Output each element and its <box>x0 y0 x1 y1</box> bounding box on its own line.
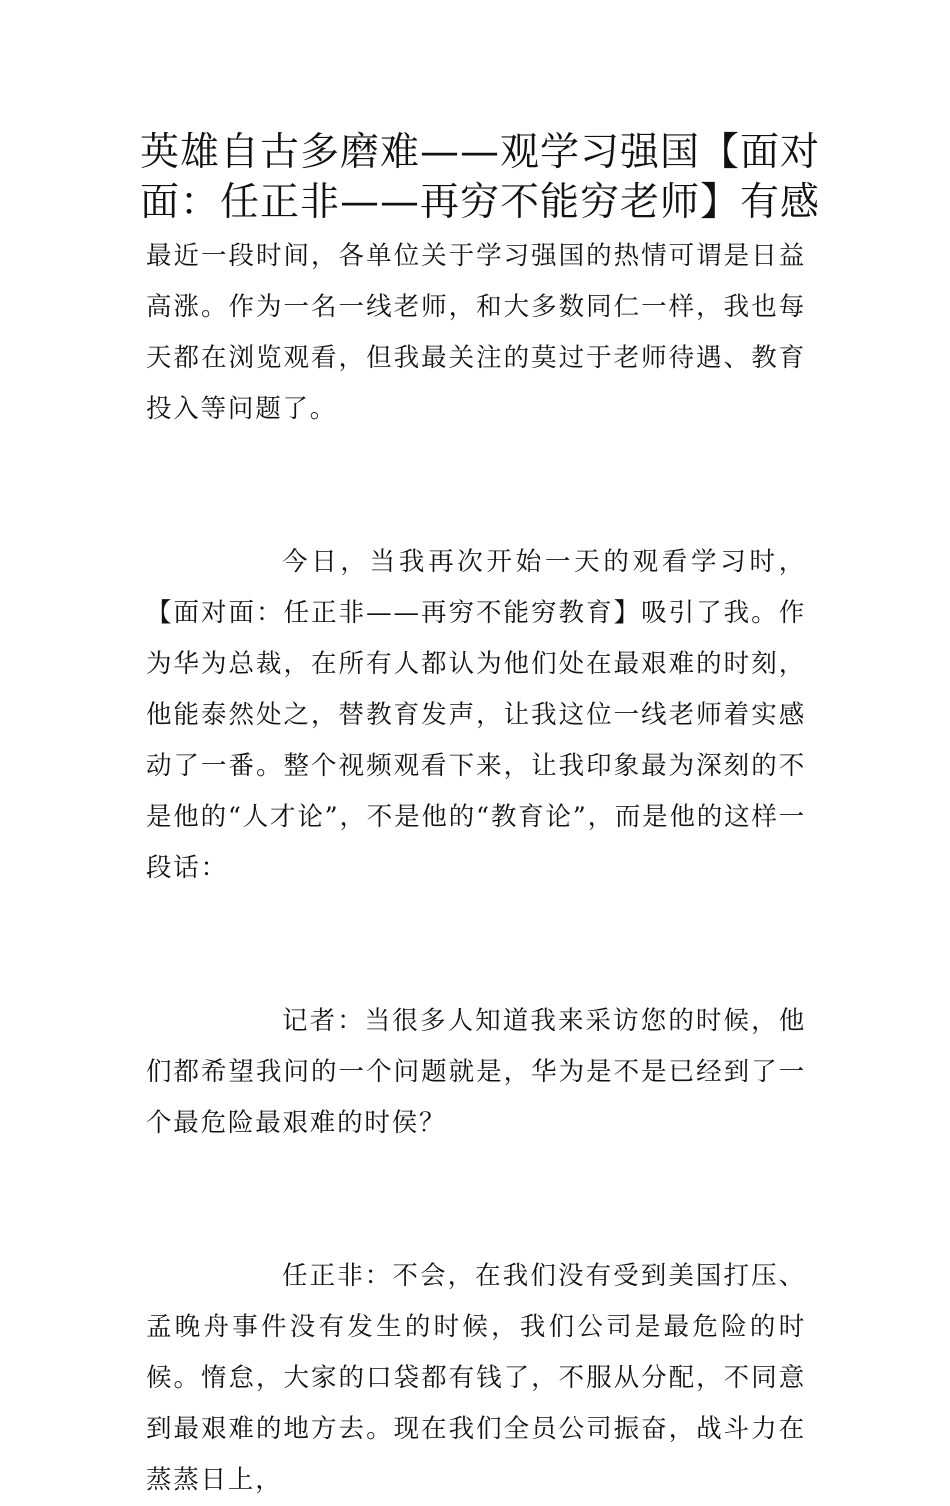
paragraph-reporter-question: 记者：当很多人知道我来采访您的时候，他们都希望我问的一个问题就是，华为是不是已经到了一个最危险最艰难的时侯？ <box>146 1006 806 1138</box>
paragraph-spacer <box>146 435 806 537</box>
paragraph-spacer <box>146 894 806 996</box>
paragraph-today: 今日，当我再次开始一天的观看学习时，【面对面：任正非——再穷不能穷教育】吸引了我。作为华为总裁，在所有人都认为他们处在最艰难的时刻，他能泰然处之，替教育发声，让我这位一线老师着实感动了一番。整个视频观看下来，让我印象最为深刻的不是他的“人才论”，不是他的“教育论”，而是他的这样一段话： <box>146 547 806 883</box>
paragraph-intro: 最近一段时间，各单位关于学习强国的热情可谓是日益高涨。作为一名一线老师，和大多数同仁一样，我也每天都在浏览观看，但我最关注的莫过于老师待遇、教育投入等问题了。 <box>146 241 806 424</box>
document-title <box>140 128 821 228</box>
title-line-2: 面：任正非——再穷不能穷老师】有感 <box>140 180 821 225</box>
paragraph-ren-answer: 任正非：不会，在我们没有受到美国打压、孟晚舟事件没有发生的时候，我们公司是最危险的时候。惰怠，大家的口袋都有钱了，不服从分配，不同意到最艰难的地方去。现在我们全员公司振奋，战斗力在蒸蒸日上， <box>146 1261 806 1495</box>
paragraph-spacer <box>146 1149 806 1251</box>
document-body <box>146 231 806 1506</box>
title-line-1: 英雄自古多磨难——观学习强国【面对 <box>140 130 821 175</box>
